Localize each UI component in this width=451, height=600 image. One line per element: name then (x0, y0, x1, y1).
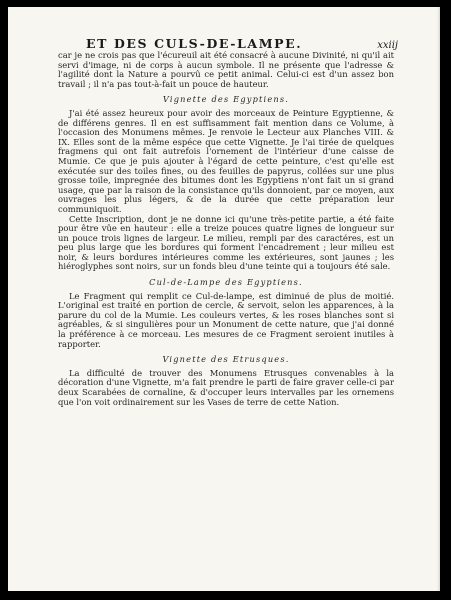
intro-paragraph: car je ne crois pas que l'écureuil ait été consacré à aucune Divinité, ni qu'il ait servi d'image, ni de corps à aucun symbole. Il ne présente que l'adresse & l'agilité dont la Nature a pourvû ce petit animal. Celui-ci est d'un assez bon travail ; il n'a pas tout-à-fait un pouce de hauteur. (58, 50, 394, 89)
running-header (68, 36, 398, 51)
section-heading-vignette-etrusques: Vignette des Etrusques. (162, 354, 290, 365)
paragraph-inscription: Cette Inscription, dont je ne donne ici qu'une très-petite partie, a été faite pour être vûe en hauteur : elle a treize pouces quatre lignes de longueur sur un pouce trois lignes de largeur. Le milieu, rempli par des caractéres, est un peu plus large que les bordures qui forment l'encadrement ; leur milieu est noir, & leurs bordures intérieures comme les extérieures, sont jaunes ; les hiéroglyphes sont noirs, sur un fonds bleu d'une teinte qui a toujours été sale. (58, 213, 394, 272)
section-heading-vignette-egyptiens: Vignette des Egyptiens. (162, 94, 290, 105)
paragraph-etrusques: La difficulté de trouver des Monumens Etrusques convenables à la décoration d'une Vignette, m'a fait prendre le parti de faire graver celle-ci par deux Scarabées de cornaline, & d'occuper leurs intervalles par les ornemens que l'on voit ordinairement sur les Vases de terre de cette Nation. (58, 367, 394, 407)
section-heading-cul-de-lampe-egyptiens: Cul-de-Lampe des Egyptiens. (149, 277, 303, 288)
body-text (58, 51, 394, 407)
book-page (8, 7, 440, 591)
page-gutter-shadow (437, 7, 440, 591)
page-number: xxiij (377, 40, 398, 51)
paragraph-peinture-egyptienne: J'ai été assez heureux pour avoir des morceaux de Peinture Egyptienne, & de différens genres. Il en est suffisamment fait mention dans ce Volume, à l'occasion des Monumens mêmes. Je renvoie le Lecteur aux Planches VIII. & IX. Elles sont de la même espéce que cette Vignette. Je l'ai tirée de quelques fragmens qui ont fait autrefois l'ornement de l'intérieur d'une caisse de Mumie. Ce que je puis ajouter à l'égard de cette peinture, c'est qu'elle est exécutée sur des toiles fines, ou des feuilles de papyrus, collées sur une plus grosse toile, impregnée des bitumes dont les Egyptiens n'ont fait un si grand usage, que par la raison de la consistance qu'ils donnoient, par ce moyen, aux ouvrages les plus légers, & de la durée que cette préparation leur communiquoit. (58, 107, 394, 214)
running-title: ET DES CULS-DE-LAMPE. (86, 36, 303, 51)
paragraph-fragment: Le Fragment qui remplit ce Cul-de-lampe, est diminué de plus de moitié. L'original est traité en portion de cercle, & servoit, selon les apparences, à la parure du col de la Mumie. Les couleurs vertes, & les roses blanches sont si agréables, & si singulières pour un Monument de cette nature, que j'ai donné la préférence à ce morceau. Les mesures de ce Fragment seroient inutiles à rapporter. (58, 290, 394, 349)
